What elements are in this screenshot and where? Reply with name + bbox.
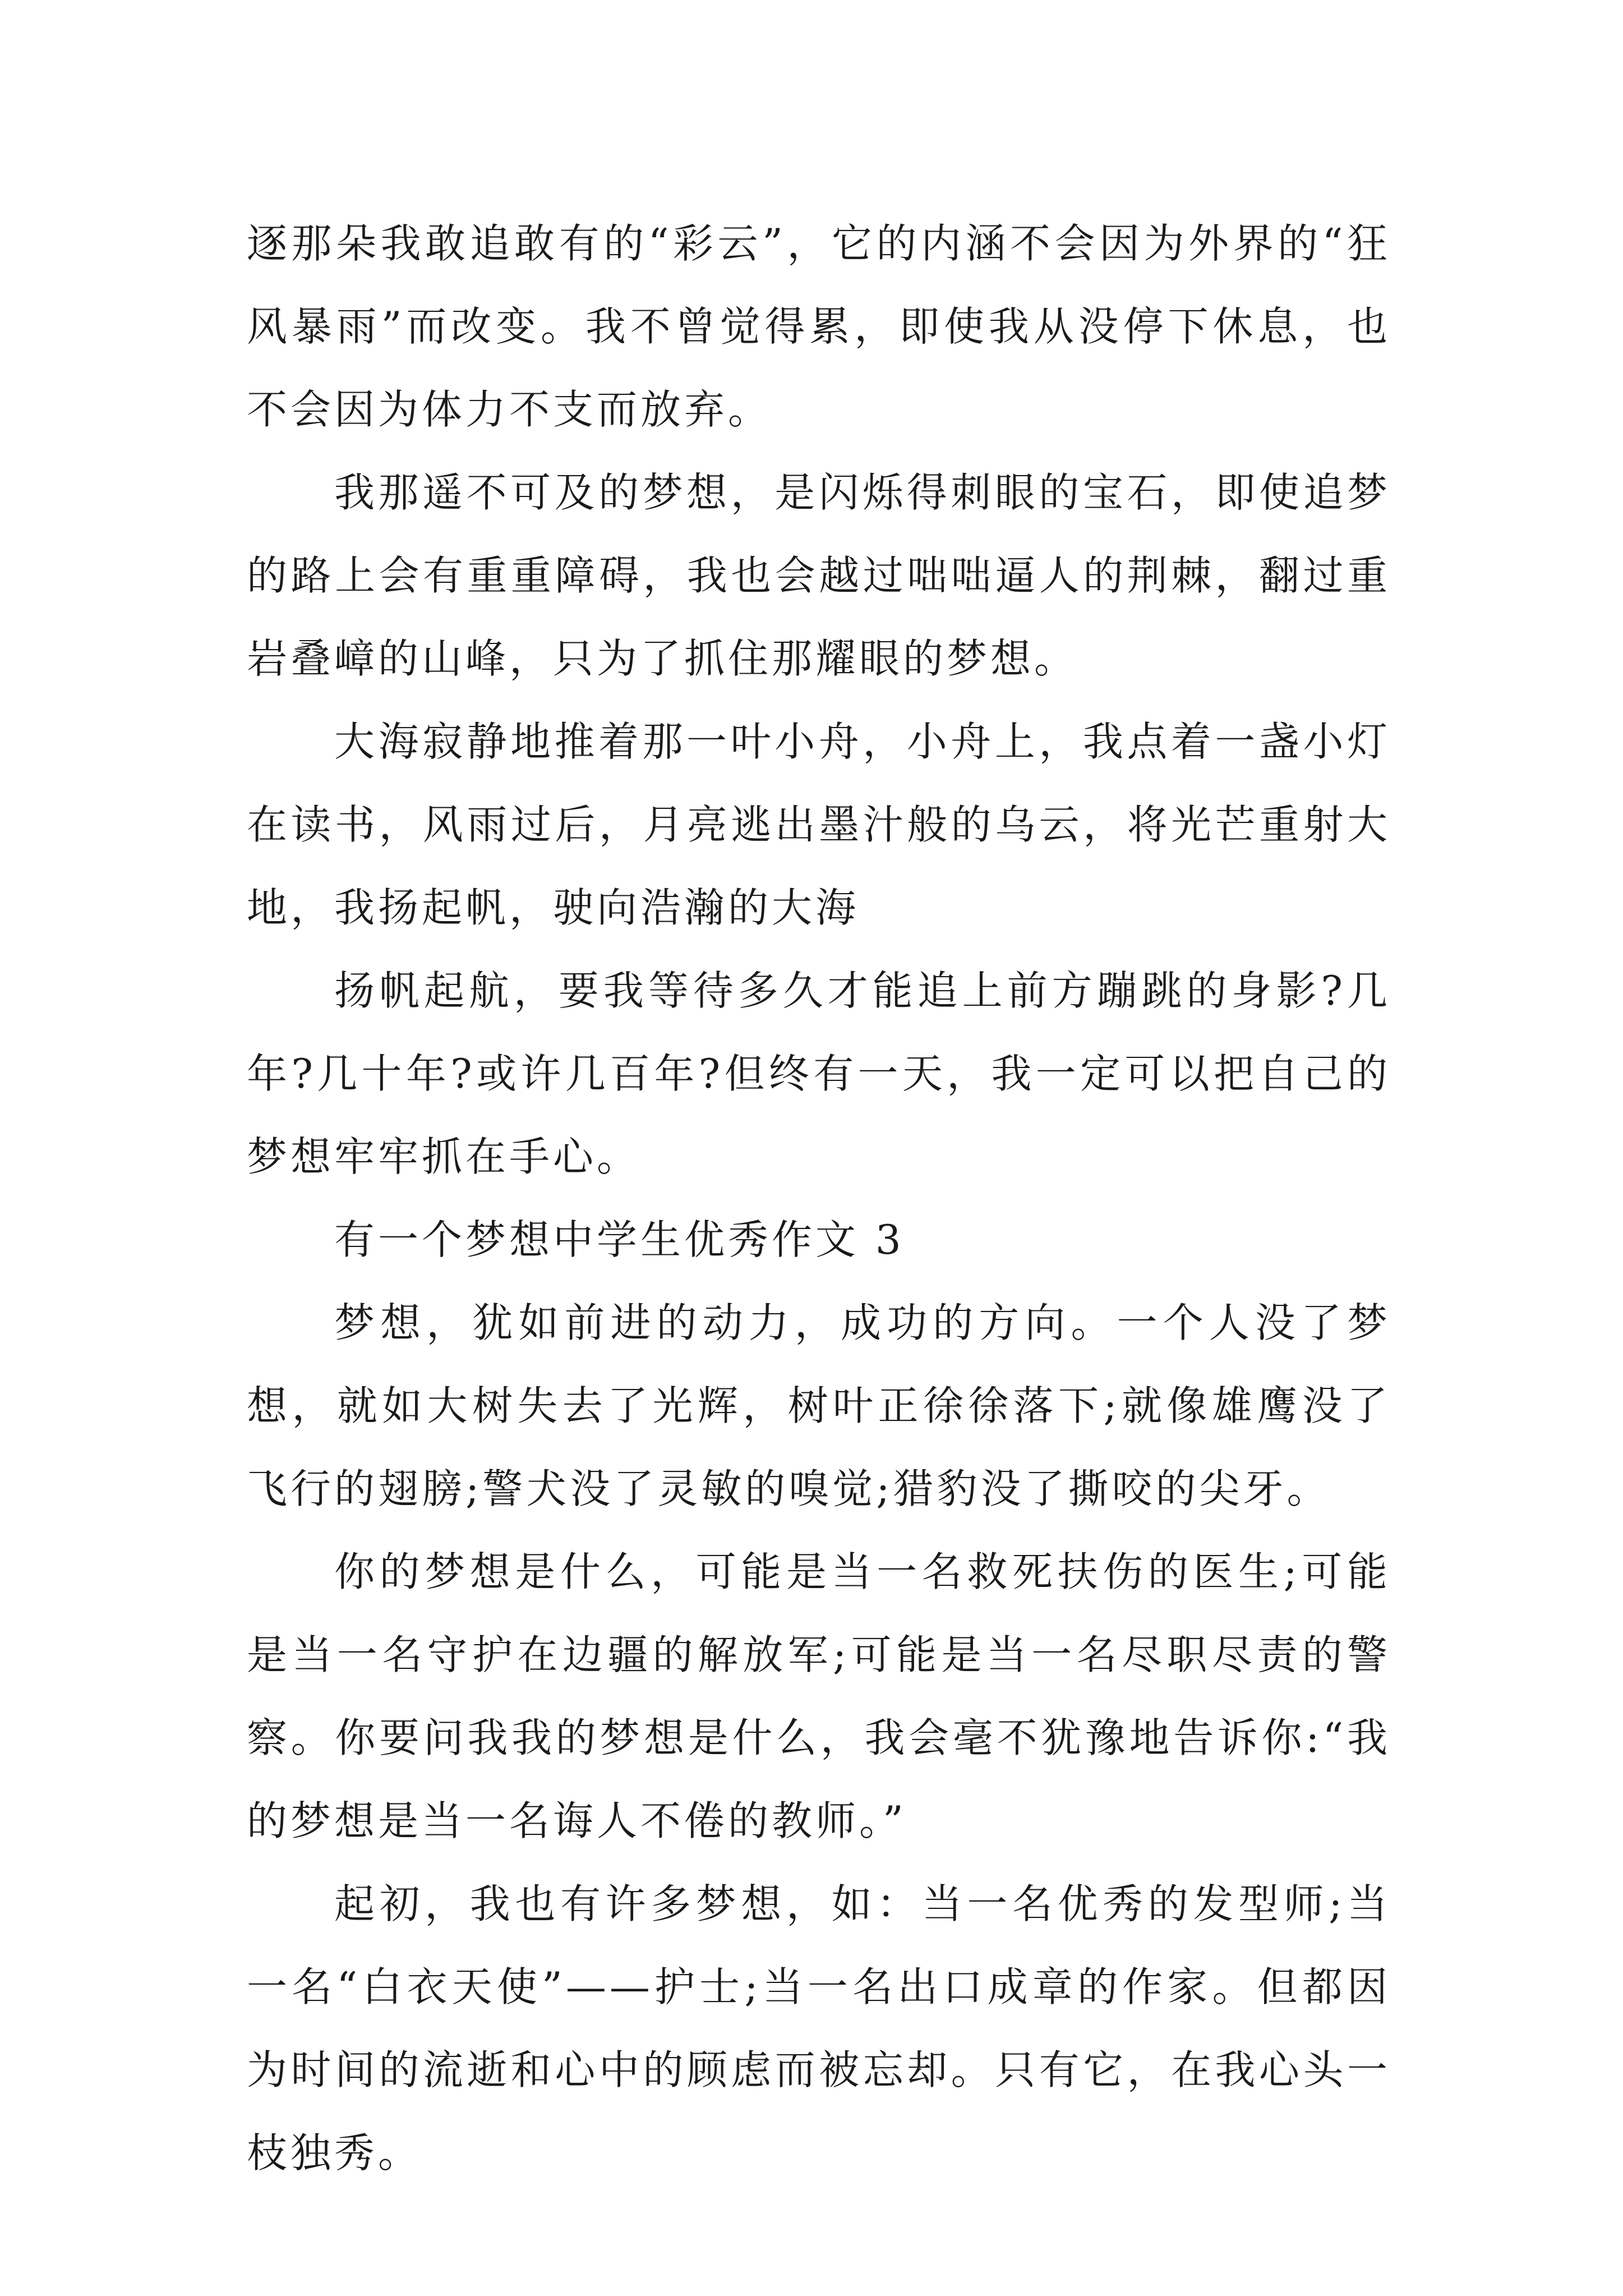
paragraph-1: 逐那朵我敢追敢有的“彩云”，它的内涵不会因为外界的“狂风暴雨”而改变。我不曾觉得累，即使我从没停下休息，也不会因为体力不支而放弃。	[247, 220, 1391, 433]
paragraph-2: 我那遥不可及的梦想，是闪烁得刺眼的宝石，即使追梦的路上会有重重障碍，我也会越过咄咄逼人的荆棘，翻过重岩叠嶂的山峰，只为了抓住那耀眼的梦想。	[247, 469, 1391, 682]
paragraph-7: 起初，我也有许多梦想，如：当一名优秀的发型师;当一名“白衣天使”——护士;当一名出口成章的作家。但都因为时间的流逝和心中的顾虑而被忘却。只有它，在我心头一枝独秀。	[247, 1880, 1391, 2177]
document-body	[247, 202, 1391, 2194]
section-heading: 有一个梦想中学生优秀作文 3	[334, 1216, 905, 1263]
paragraph-5: 梦想，犹如前进的动力，成功的方向。一个人没了梦想，就如大树失去了光辉，树叶正徐徐落下;就像雄鹰没了飞行的翅膀;警犬没了灵敏的嗅觉;猎豹没了撕咬的尖牙。	[247, 1299, 1391, 1512]
paragraph-3: 大海寂静地推着那一叶小舟，小舟上，我点着一盏小灯在读书，风雨过后，月亮逃出墨汁般的乌云，将光芒重射大地，我扬起帆，驶向浩瀚的大海	[247, 718, 1391, 931]
paragraph-4: 扬帆起航，要我等待多久才能追上前方蹦跳的身影?几年?几十年?或许几百年?但终有一天，我一定可以把自己的梦想牢牢抓在手心。	[247, 967, 1391, 1180]
paragraph-6: 你的梦想是什么，可能是当一名救死扶伤的医生;可能是当一名守护在边疆的解放军;可能是当一名尽职尽责的警察。你要问我我的梦想是什么，我会毫不犹豫地告诉你:“我的梦想是当一名诲人不倦的教师。”	[247, 1548, 1391, 1844]
